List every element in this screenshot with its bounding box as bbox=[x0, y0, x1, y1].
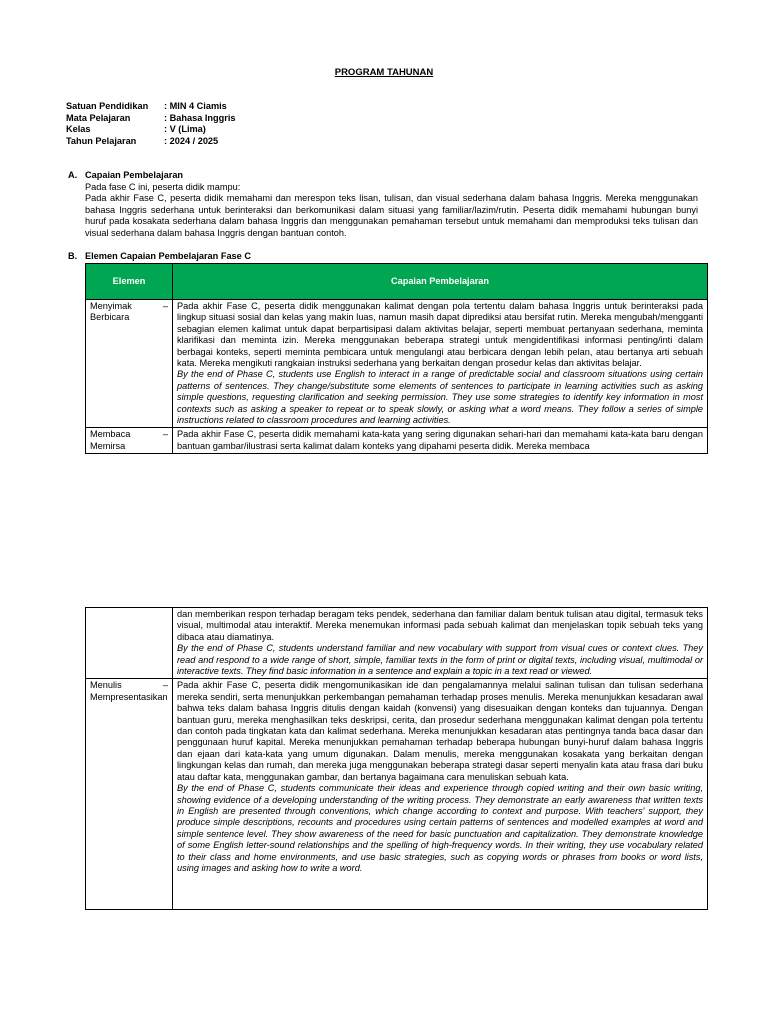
identity-row bbox=[66, 101, 235, 113]
section-a-text: Pada akhir Fase C, peserta didik memahami dan merespon teks lisan, tulisan, dan visual sederhana dalam bahasa Inggris. Mereka menggunakan bahasa Inggris sederhana untuk berinteraksi dan berkomunikasi dalam situasi yang familiar/lazim/rutin. Peserta didik memahami hubungan bunyi huruf pada kosakata sederhana dalam bahasa Inggris dan menggunakan pemahaman tersebut untuk memahami dan memproduksi teks tulisan dan visual sederhana dalam bahasa Inggris dengan bantuan contoh. bbox=[85, 193, 698, 238]
outcome-en-text: By the end of Phase C, students understand familiar and new vocabulary with support from visual cues or context clues. They read and respond to a wide range of short, simple, familiar texts in the form of print or digital texts, including visual, multimodal or interactive texts. They find basic information in a sentence and explain a topic in a text read or viewed. bbox=[177, 643, 703, 677]
outcome-id-text: dan memberikan respon terhadap beragam teks pendek, sederhana dan familiar dalam bentuk tulisan atau digital, termasuk teks visual, multimodal atau interaktif. Mereka menemukan informasi pada sebuah kalimat dan menjelaskan topik sebuah teks yang dibaca atau diamatinya. bbox=[177, 609, 703, 642]
identity-label: Satuan Pendidikan bbox=[66, 101, 149, 111]
outcome-id-text: Pada akhir Fase C, peserta didik menggunakan kalimat dengan pola tertentu dalam bahasa Inggris untuk berinteraksi pada lingkup situasi sosial dan kelas yang makin luas, namun masih dapat diprediksi atau bersifat rutin. Mereka mengubah/mengganti sebagian elemen kalimat untuk dapat berpartisipasi dalam aktivitas belajar, seperti membuat pertanyaan sederhana, meminta klarifikasi dan meminta izin. Mereka menggunakan beberapa strategi untuk mengidentifikasi informasi penting/inti dalam berbagai konteks, seperti meminta pembicara untuk mengulangi atau berbicara dengan lebih pelan, atau bertanya arti sebuah kata. Mereka mengikuti rangkaian instruksi sederhana yang berkaitan dengan prosedur kelas dan aktivitas belajar. bbox=[177, 301, 703, 369]
table-row bbox=[86, 679, 708, 910]
identity-label: Mata Pelajaran bbox=[66, 112, 131, 123]
outcome-cell bbox=[173, 428, 708, 454]
outcome-cell bbox=[173, 608, 708, 679]
page-title: PROGRAM TAHUNAN bbox=[334, 67, 434, 78]
outcome-id-text: Pada akhir Fase C, peserta didik memahami kata-kata yang sering digunakan sehari-hari dan memahami kata-kata baru dengan bantuan gambar/ilustrasi serta kalimat dalam konteks yang dipahami peserta didik. Mereka membaca bbox=[177, 429, 703, 451]
identity-row bbox=[66, 113, 235, 125]
element-cell bbox=[86, 608, 173, 679]
identity-value: : 2024 / 2025 bbox=[164, 135, 219, 146]
identity-value: : MIN 4 Ciamis bbox=[164, 101, 227, 111]
outcomes-table-part-1 bbox=[85, 263, 708, 454]
table-row bbox=[86, 428, 708, 454]
identity-label: Tahun Pelajaran bbox=[66, 135, 137, 146]
element-cell: Membaca – Memirsa bbox=[86, 428, 173, 454]
element-cell: Menulis – Mempresentasikan bbox=[86, 679, 173, 910]
identity-row bbox=[66, 136, 235, 148]
section-a bbox=[68, 170, 698, 240]
outcomes-table-part-2 bbox=[85, 607, 708, 910]
section-b bbox=[68, 251, 698, 263]
identity-value: : V (Lima) bbox=[164, 124, 206, 134]
outcome-cell bbox=[173, 300, 708, 428]
table-row bbox=[86, 608, 708, 679]
table-header-row bbox=[86, 264, 708, 300]
outcome-cell bbox=[173, 679, 708, 910]
outcome-en-text: By the end of Phase C, students use English to interact in a range of predictable social and classroom situations using certain patterns of sentences. They change/substitute some elements of sentences to participate in learning activities such as asking simple questions, requesting clarification and seeking permission. They use some strategies to identify key information in most contexts such as asking a speaker to repeat or to speak slowly, or asking what a word means. They follow a series of simple instructions related to classroom procedures and learning activities. bbox=[177, 369, 703, 426]
identity-label: Kelas bbox=[66, 124, 91, 134]
section-a-heading: A. Capaian Pembelajaran bbox=[68, 170, 184, 180]
section-a-intro: Pada fase C ini, peserta didik mampu: bbox=[85, 181, 241, 192]
identity-block bbox=[66, 101, 235, 147]
header-outcome: Capaian Pembelajaran bbox=[173, 264, 708, 300]
header-element: Elemen bbox=[86, 264, 173, 300]
section-b-heading: B. Elemen Capaian Pembelajaran Fase C bbox=[68, 251, 251, 261]
outcome-id-text: Pada akhir Fase C, peserta didik mengomunikasikan ide dan pengalamannya melalui salinan tulisan dan tulisan sederhana mereka sendiri, serta menunjukkan perkembangan pemahaman terhadap proses menulis. Mereka menunjukkan kesadaran awal bahwa teks dalam bahasa Inggris ditulis dengan kaidah (konvensi) yang disesuaikan dengan konteks dan tujuannya. Dengan bantuan guru, mereka menghasilkan teks deskripsi, cerita, dan prosedur sederhana menggunakan kalimat dengan pola tertentu dan contoh pada tingkatan kata dan kalimat sederhana. Mereka menunjukkan kesadaran atas pentingnya tanda baca dasar dan penggunaan huruf kapital. Mereka menunjukkan pemahaman terhadap beberapa hubungan bunyi-huruf dalam bahasa Inggris dan ejaan dari kata-kata yang umum digunakan. Dalam menulis, mereka menggunakan kosakata yang berkaitan dengan lingkungan kelas dan rumah, dan mereka juga menggunakan beberapa strategi dasar seperti menyalin kata atau frasa dari buku atau daftar kata, menggunakan gambar, dan bertanya bagaimana cara menuliskan sebuah kata. bbox=[177, 680, 703, 782]
identity-value: : Bahasa Inggris bbox=[164, 112, 236, 123]
element-cell: Menyimak – Berbicara bbox=[86, 300, 173, 428]
table-row bbox=[86, 300, 708, 428]
outcome-en-text: By the end of Phase C, students communicate their ideas and experience through copied writing and their own basic writing, showing evidence of a developing understanding of the writing process. They demonstrate an early awareness that written texts in English are presented through conventions, which change according to context and purpose. With teachers' support, they produce simple descriptions, recounts and procedures using certain patterns of sentences and modelled examples at word and simple sentence level. They show awareness of the need for basic punctuation and capitalization. They demonstrate knowledge of some English letter-sound relationships and the spelling of high-frequency words. In their writing, they use vocabulary related to their class and home environments, and use basic strategies, such as copying words or phrases from books or word lists, using images and asking how to write a word. bbox=[177, 783, 703, 873]
identity-row bbox=[66, 124, 235, 136]
